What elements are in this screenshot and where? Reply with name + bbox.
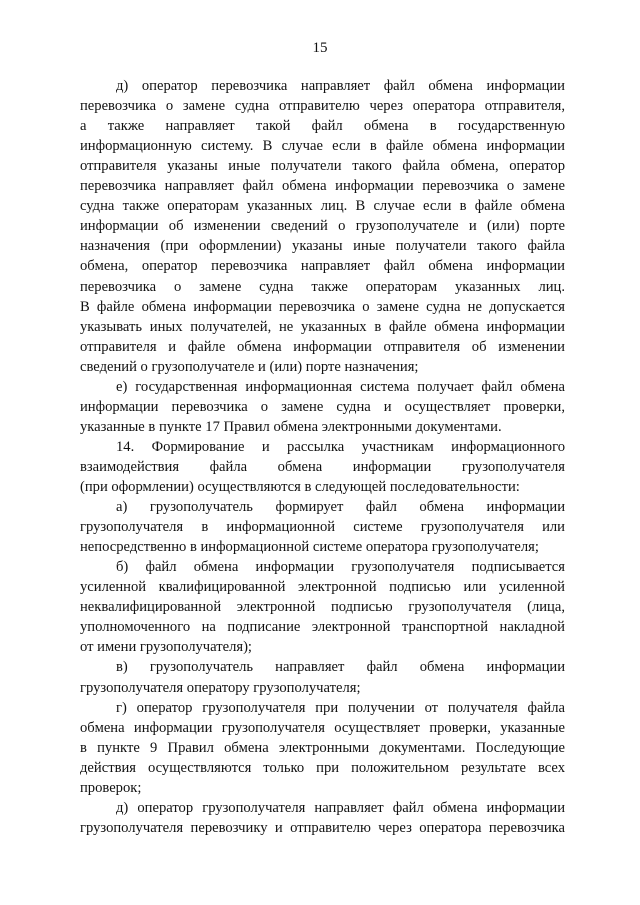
text-line: неквалифицированной электронной подписью грузополучателя (лица, <box>80 599 565 616</box>
text-line: непосредственно в информационной системе оператора грузополучателя; <box>80 539 539 556</box>
text-line: информации перевозчика о замене судна и осуществляет проверки, <box>80 398 565 415</box>
text-line: а также направляет такой файл обмена в государственную <box>80 118 565 135</box>
text-line: усиленной квалифицированной электронной подписью или усиленной <box>80 579 565 596</box>
text-line: грузополучателя оператору грузополучателя; <box>80 679 361 696</box>
text-line: г) оператор грузополучателя при получении от получателя файла <box>116 699 565 716</box>
text-line: в пункте 9 Правил обмена электронными документами. Последующие <box>80 739 565 756</box>
text-line: отправителя указаны иные получатели такого файла обмена, оператор <box>80 158 565 175</box>
text-line: от имени грузополучателя); <box>80 639 252 656</box>
text-line: перевозчика о замене судна отправителю через оператора отправителя, <box>80 98 565 115</box>
text-line: е) государственная информационная система получает файл обмена <box>116 378 565 395</box>
text-line: информации об изменении сведений о грузополучателе и (или) порте <box>80 218 565 235</box>
text-line: б) файл обмена информации грузополучателя подписывается <box>116 559 565 576</box>
text-line: назначения (при оформлении) указаны иные получатели такого файла <box>80 238 565 255</box>
text-line: перевозчика направляет файл обмена информации перевозчика о замене <box>80 178 565 195</box>
text-line: указывать иных получателей, не указанных в файле обмена информации <box>80 318 565 335</box>
text-line: д) оператор перевозчика направляет файл обмена информации <box>116 78 565 94</box>
text-line: информационную систему. В случае если в файле обмена информации <box>80 138 565 155</box>
text-line: сведений о грузополучателе и (или) порте назначения; <box>80 358 419 375</box>
text-line: судна также операторам указанных лиц. В случае если в файле обмена <box>80 198 565 215</box>
text-line: действия осуществляются только при положительном результате всех <box>80 759 565 776</box>
text-line: а) грузополучатель формирует файл обмена информации <box>116 499 565 516</box>
text-line: указанные в пункте 17 Правил обмена электронными документами. <box>80 418 502 435</box>
text-line: отправителя и файле обмена информации отправителя об изменении <box>80 338 565 355</box>
text-line: грузополучателя в информационной системе грузополучателя или <box>80 519 565 536</box>
text-line: взаимодействия файла обмена информации грузополучателя <box>80 458 565 475</box>
text-line: в) грузополучатель направляет файл обмена информации <box>116 659 565 676</box>
text-line: обмена информации грузополучателя осуществляет проверки, указанные <box>80 719 565 736</box>
text-line: уполномоченного на подписание электронной транспортной накладной <box>80 619 565 636</box>
text-line: грузополучателя перевозчику и отправителю через оператора перевозчика <box>80 819 565 836</box>
text-line: перевозчика о замене судна также операторам указанных лиц. <box>80 278 565 295</box>
text-line: проверок; <box>80 779 142 796</box>
text-line: 14. Формирование и рассылка участникам информационного <box>116 438 565 455</box>
text-line: обмена, оператор перевозчика направляет файл обмена информации <box>80 258 565 275</box>
page-number: 15 <box>312 40 328 56</box>
text-line: В файле обмена информации перевозчика о замене судна не допускается <box>80 298 565 315</box>
text-line: д) оператор грузополучателя направляет файл обмена информации <box>116 799 565 816</box>
text-line: (при оформлении) осуществляются в следующей последовательности: <box>80 479 520 495</box>
